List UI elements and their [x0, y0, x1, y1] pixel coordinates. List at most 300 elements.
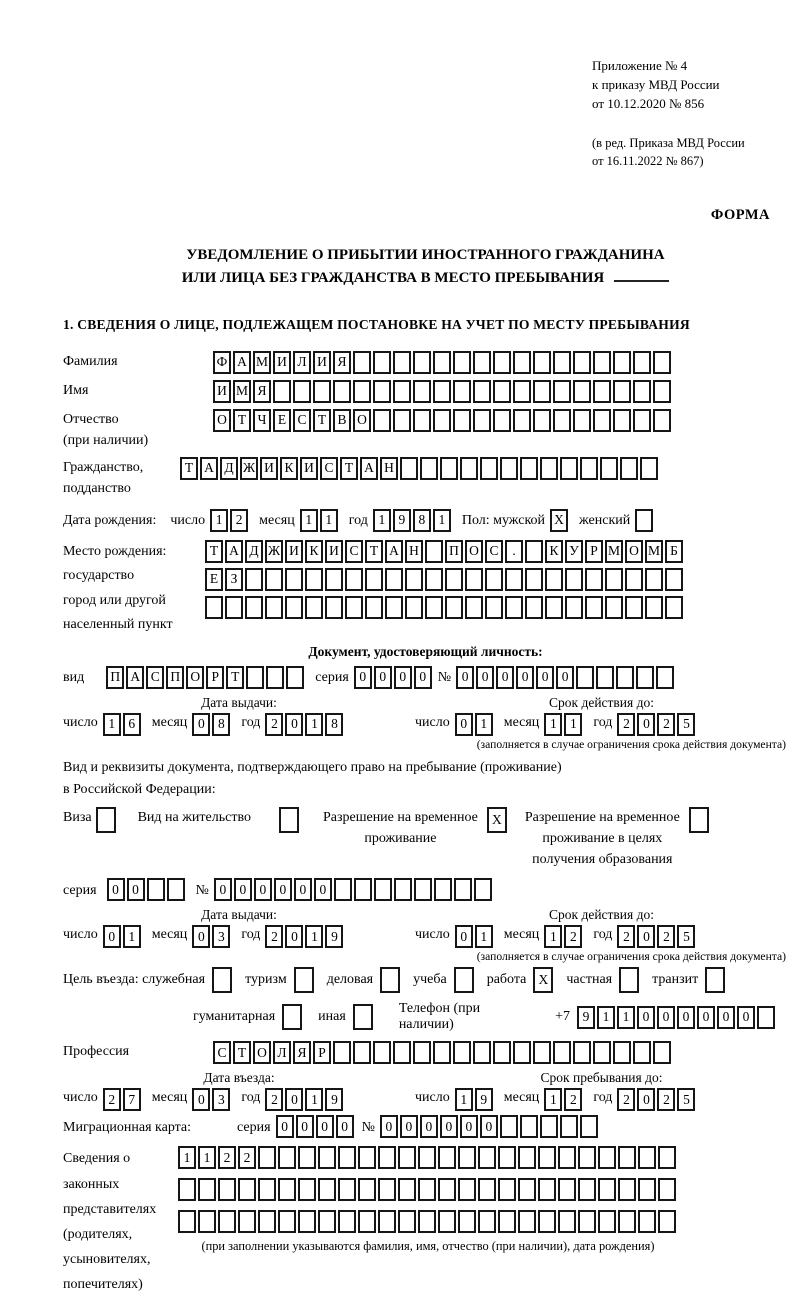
char-cell[interactable]: [265, 568, 283, 591]
char-cell[interactable]: [405, 596, 423, 619]
char-cell[interactable]: 2: [617, 925, 635, 948]
char-cell[interactable]: 0: [697, 1006, 715, 1029]
char-cell[interactable]: [525, 596, 543, 619]
char-cell[interactable]: 0: [285, 1088, 303, 1111]
char-cell[interactable]: 1: [475, 925, 493, 948]
char-cell[interactable]: 1: [305, 925, 323, 948]
char-cell[interactable]: 1: [305, 1088, 323, 1111]
char-cell[interactable]: [545, 568, 563, 591]
char-cell[interactable]: [613, 380, 631, 403]
char-cell[interactable]: К: [280, 457, 298, 480]
char-cell[interactable]: 0: [637, 925, 655, 948]
char-cell[interactable]: [400, 457, 418, 480]
char-cell[interactable]: 2: [657, 1088, 675, 1111]
char-cell[interactable]: И: [313, 351, 331, 374]
char-cell[interactable]: [246, 666, 264, 689]
char-cell[interactable]: [636, 666, 654, 689]
char-cell[interactable]: [453, 380, 471, 403]
char-cell[interactable]: [616, 666, 634, 689]
char-cell[interactable]: [458, 1178, 476, 1201]
char-cell[interactable]: 2: [103, 1088, 121, 1111]
char-cell[interactable]: [538, 1210, 556, 1233]
char-cell[interactable]: [353, 351, 371, 374]
char-cell[interactable]: 1: [373, 509, 391, 532]
char-cell[interactable]: К: [305, 540, 323, 563]
char-cell[interactable]: О: [465, 540, 483, 563]
char-cell[interactable]: М: [645, 540, 663, 563]
char-cell[interactable]: 8: [212, 713, 230, 736]
char-cell[interactable]: А: [385, 540, 403, 563]
char-cell[interactable]: 0: [192, 713, 210, 736]
char-cell[interactable]: [498, 1178, 516, 1201]
char-cell[interactable]: 2: [265, 925, 283, 948]
char-cell[interactable]: [393, 351, 411, 374]
char-cell[interactable]: 6: [123, 713, 141, 736]
char-cell[interactable]: М: [253, 351, 271, 374]
char-cell[interactable]: И: [273, 351, 291, 374]
char-cell[interactable]: X: [487, 807, 507, 833]
char-cell[interactable]: [538, 1178, 556, 1201]
char-cell[interactable]: [358, 1178, 376, 1201]
char-cell[interactable]: [413, 409, 431, 432]
char-cell[interactable]: [205, 596, 223, 619]
char-cell[interactable]: 1: [597, 1006, 615, 1029]
char-cell[interactable]: [167, 878, 185, 901]
char-cell[interactable]: [578, 1178, 596, 1201]
char-cell[interactable]: [318, 1178, 336, 1201]
char-cell[interactable]: Т: [205, 540, 223, 563]
char-cell[interactable]: [418, 1178, 436, 1201]
char-cell[interactable]: [433, 409, 451, 432]
char-cell[interactable]: О: [625, 540, 643, 563]
char-cell[interactable]: [378, 1178, 396, 1201]
char-cell[interactable]: [605, 568, 623, 591]
char-cell[interactable]: [313, 380, 331, 403]
char-cell[interactable]: [573, 409, 591, 432]
char-cell[interactable]: 1: [544, 1088, 562, 1111]
char-cell[interactable]: [358, 1210, 376, 1233]
char-cell[interactable]: [438, 1210, 456, 1233]
char-cell[interactable]: [212, 967, 232, 993]
char-cell[interactable]: 1: [564, 713, 582, 736]
char-cell[interactable]: [178, 1210, 196, 1233]
char-cell[interactable]: 0: [294, 878, 312, 901]
char-cell[interactable]: [453, 409, 471, 432]
char-cell[interactable]: Т: [233, 409, 251, 432]
char-cell[interactable]: [373, 351, 391, 374]
char-cell[interactable]: 0: [516, 666, 534, 689]
char-cell[interactable]: [620, 457, 638, 480]
char-cell[interactable]: [518, 1146, 536, 1169]
char-cell[interactable]: [345, 568, 363, 591]
char-cell[interactable]: И: [260, 457, 278, 480]
char-cell[interactable]: [618, 1178, 636, 1201]
char-cell[interactable]: [393, 1041, 411, 1064]
char-cell[interactable]: [633, 380, 651, 403]
char-cell[interactable]: [473, 380, 491, 403]
char-cell[interactable]: [433, 351, 451, 374]
char-cell[interactable]: 5: [677, 1088, 695, 1111]
char-cell[interactable]: [454, 878, 472, 901]
char-cell[interactable]: [298, 1210, 316, 1233]
char-cell[interactable]: 2: [265, 713, 283, 736]
char-cell[interactable]: [605, 596, 623, 619]
char-cell[interactable]: Н: [405, 540, 423, 563]
char-cell[interactable]: [578, 1146, 596, 1169]
char-cell[interactable]: [266, 666, 284, 689]
char-cell[interactable]: А: [360, 457, 378, 480]
char-cell[interactable]: [653, 1041, 671, 1064]
char-cell[interactable]: [513, 1041, 531, 1064]
char-cell[interactable]: 0: [354, 666, 372, 689]
char-cell[interactable]: [665, 596, 683, 619]
char-cell[interactable]: [640, 457, 658, 480]
char-cell[interactable]: [633, 409, 651, 432]
char-cell[interactable]: [480, 457, 498, 480]
char-cell[interactable]: 0: [400, 1115, 418, 1138]
char-cell[interactable]: [318, 1210, 336, 1233]
char-cell[interactable]: 2: [657, 713, 675, 736]
char-cell[interactable]: Л: [273, 1041, 291, 1064]
char-cell[interactable]: [513, 409, 531, 432]
char-cell[interactable]: [653, 380, 671, 403]
char-cell[interactable]: [525, 540, 543, 563]
char-cell[interactable]: [318, 1146, 336, 1169]
char-cell[interactable]: 7: [123, 1088, 141, 1111]
char-cell[interactable]: [578, 1210, 596, 1233]
char-cell[interactable]: [593, 409, 611, 432]
char-cell[interactable]: [573, 380, 591, 403]
char-cell[interactable]: 1: [305, 713, 323, 736]
char-cell[interactable]: [353, 1041, 371, 1064]
char-cell[interactable]: 0: [107, 878, 125, 901]
char-cell[interactable]: [593, 1041, 611, 1064]
char-cell[interactable]: П: [106, 666, 124, 689]
char-cell[interactable]: [278, 1146, 296, 1169]
char-cell[interactable]: 0: [296, 1115, 314, 1138]
char-cell[interactable]: [445, 596, 463, 619]
char-cell[interactable]: А: [200, 457, 218, 480]
char-cell[interactable]: [573, 1041, 591, 1064]
char-cell[interactable]: [425, 596, 443, 619]
char-cell[interactable]: [473, 1041, 491, 1064]
char-cell[interactable]: [520, 457, 538, 480]
char-cell[interactable]: 0: [455, 713, 473, 736]
char-cell[interactable]: [653, 409, 671, 432]
char-cell[interactable]: [658, 1146, 676, 1169]
char-cell[interactable]: [618, 1146, 636, 1169]
char-cell[interactable]: [689, 807, 709, 833]
char-cell[interactable]: [438, 1178, 456, 1201]
char-cell[interactable]: 0: [455, 925, 473, 948]
char-cell[interactable]: 0: [394, 666, 412, 689]
char-cell[interactable]: [533, 409, 551, 432]
char-cell[interactable]: 1: [455, 1088, 473, 1111]
char-cell[interactable]: Т: [365, 540, 383, 563]
char-cell[interactable]: [305, 568, 323, 591]
char-cell[interactable]: 0: [717, 1006, 735, 1029]
char-cell[interactable]: [378, 1146, 396, 1169]
char-cell[interactable]: С: [146, 666, 164, 689]
char-cell[interactable]: [393, 380, 411, 403]
char-cell[interactable]: [580, 457, 598, 480]
char-cell[interactable]: [345, 596, 363, 619]
char-cell[interactable]: [238, 1178, 256, 1201]
char-cell[interactable]: [553, 351, 571, 374]
char-cell[interactable]: [613, 351, 631, 374]
char-cell[interactable]: Р: [206, 666, 224, 689]
char-cell[interactable]: 1: [123, 925, 141, 948]
char-cell[interactable]: [576, 666, 594, 689]
char-cell[interactable]: [513, 351, 531, 374]
char-cell[interactable]: 0: [285, 925, 303, 948]
char-cell[interactable]: З: [225, 568, 243, 591]
char-cell[interactable]: 2: [564, 1088, 582, 1111]
char-cell[interactable]: [433, 1041, 451, 1064]
char-cell[interactable]: 9: [325, 925, 343, 948]
char-cell[interactable]: [96, 807, 116, 833]
char-cell[interactable]: Ф: [213, 351, 231, 374]
char-cell[interactable]: О: [213, 409, 231, 432]
char-cell[interactable]: [513, 380, 531, 403]
char-cell[interactable]: [458, 1146, 476, 1169]
char-cell[interactable]: [665, 568, 683, 591]
char-cell[interactable]: [478, 1210, 496, 1233]
char-cell[interactable]: [353, 380, 371, 403]
char-cell[interactable]: [625, 596, 643, 619]
char-cell[interactable]: [613, 409, 631, 432]
char-cell[interactable]: [365, 568, 383, 591]
char-cell[interactable]: 0: [737, 1006, 755, 1029]
char-cell[interactable]: У: [565, 540, 583, 563]
char-cell[interactable]: [485, 596, 503, 619]
char-cell[interactable]: 1: [475, 713, 493, 736]
char-cell[interactable]: [553, 409, 571, 432]
char-cell[interactable]: 3: [212, 1088, 230, 1111]
char-cell[interactable]: 0: [460, 1115, 478, 1138]
char-cell[interactable]: Я: [253, 380, 271, 403]
char-cell[interactable]: [380, 967, 400, 993]
char-cell[interactable]: [458, 1210, 476, 1233]
char-cell[interactable]: [596, 666, 614, 689]
char-cell[interactable]: 1: [544, 713, 562, 736]
char-cell[interactable]: [358, 1146, 376, 1169]
char-cell[interactable]: Т: [180, 457, 198, 480]
char-cell[interactable]: [518, 1210, 536, 1233]
char-cell[interactable]: [558, 1146, 576, 1169]
char-cell[interactable]: 2: [617, 1088, 635, 1111]
char-cell[interactable]: [258, 1146, 276, 1169]
char-cell[interactable]: [278, 1178, 296, 1201]
char-cell[interactable]: [545, 596, 563, 619]
char-cell[interactable]: Д: [220, 457, 238, 480]
char-cell[interactable]: [633, 351, 651, 374]
char-cell[interactable]: 0: [254, 878, 272, 901]
char-cell[interactable]: X: [533, 967, 553, 993]
char-cell[interactable]: [413, 380, 431, 403]
char-cell[interactable]: [558, 1178, 576, 1201]
char-cell[interactable]: [333, 1041, 351, 1064]
char-cell[interactable]: [454, 967, 474, 993]
char-cell[interactable]: [218, 1210, 236, 1233]
char-cell[interactable]: В: [333, 409, 351, 432]
char-cell[interactable]: [278, 1210, 296, 1233]
char-cell[interactable]: [286, 666, 304, 689]
char-cell[interactable]: [705, 967, 725, 993]
char-cell[interactable]: 0: [657, 1006, 675, 1029]
char-cell[interactable]: Р: [313, 1041, 331, 1064]
char-cell[interactable]: [540, 457, 558, 480]
char-cell[interactable]: 0: [380, 1115, 398, 1138]
char-cell[interactable]: X: [550, 509, 568, 532]
char-cell[interactable]: 1: [300, 509, 318, 532]
char-cell[interactable]: [198, 1210, 216, 1233]
char-cell[interactable]: 1: [198, 1146, 216, 1169]
char-cell[interactable]: 0: [414, 666, 432, 689]
char-cell[interactable]: [413, 351, 431, 374]
char-cell[interactable]: [493, 351, 511, 374]
char-cell[interactable]: [618, 1210, 636, 1233]
char-cell[interactable]: [453, 1041, 471, 1064]
char-cell[interactable]: 0: [274, 878, 292, 901]
char-cell[interactable]: 2: [265, 1088, 283, 1111]
char-cell[interactable]: [385, 568, 403, 591]
char-cell[interactable]: [645, 596, 663, 619]
char-cell[interactable]: [238, 1210, 256, 1233]
char-cell[interactable]: [505, 596, 523, 619]
char-cell[interactable]: [656, 666, 674, 689]
char-cell[interactable]: Е: [205, 568, 223, 591]
char-cell[interactable]: [398, 1210, 416, 1233]
char-cell[interactable]: [613, 1041, 631, 1064]
char-cell[interactable]: [474, 878, 492, 901]
char-cell[interactable]: [478, 1146, 496, 1169]
char-cell[interactable]: [294, 967, 314, 993]
char-cell[interactable]: [565, 596, 583, 619]
char-cell[interactable]: [245, 596, 263, 619]
char-cell[interactable]: [565, 568, 583, 591]
char-cell[interactable]: [325, 596, 343, 619]
char-cell[interactable]: [505, 568, 523, 591]
char-cell[interactable]: [265, 596, 283, 619]
char-cell[interactable]: 0: [103, 925, 121, 948]
char-cell[interactable]: И: [213, 380, 231, 403]
char-cell[interactable]: [425, 540, 443, 563]
char-cell[interactable]: [420, 457, 438, 480]
char-cell[interactable]: [645, 568, 663, 591]
char-cell[interactable]: [525, 568, 543, 591]
char-cell[interactable]: О: [186, 666, 204, 689]
char-cell[interactable]: [638, 1178, 656, 1201]
char-cell[interactable]: Я: [333, 351, 351, 374]
char-cell[interactable]: 5: [677, 713, 695, 736]
char-cell[interactable]: Е: [273, 409, 291, 432]
char-cell[interactable]: 0: [456, 666, 474, 689]
char-cell[interactable]: Ж: [240, 457, 258, 480]
char-cell[interactable]: 0: [314, 878, 332, 901]
char-cell[interactable]: [438, 1146, 456, 1169]
char-cell[interactable]: [560, 1115, 578, 1138]
char-cell[interactable]: [498, 1210, 516, 1233]
char-cell[interactable]: А: [233, 351, 251, 374]
char-cell[interactable]: С: [345, 540, 363, 563]
char-cell[interactable]: [373, 409, 391, 432]
char-cell[interactable]: [638, 1210, 656, 1233]
char-cell[interactable]: [398, 1146, 416, 1169]
char-cell[interactable]: О: [253, 1041, 271, 1064]
char-cell[interactable]: [493, 1041, 511, 1064]
char-cell[interactable]: 0: [556, 666, 574, 689]
char-cell[interactable]: [258, 1210, 276, 1233]
char-cell[interactable]: [633, 1041, 651, 1064]
char-cell[interactable]: [465, 596, 483, 619]
char-cell[interactable]: [293, 380, 311, 403]
char-cell[interactable]: А: [126, 666, 144, 689]
char-cell[interactable]: .: [505, 540, 523, 563]
char-cell[interactable]: [600, 457, 618, 480]
char-cell[interactable]: К: [545, 540, 563, 563]
char-cell[interactable]: [282, 1004, 302, 1030]
char-cell[interactable]: 0: [637, 1006, 655, 1029]
char-cell[interactable]: 0: [637, 1088, 655, 1111]
char-cell[interactable]: И: [300, 457, 318, 480]
char-cell[interactable]: [473, 409, 491, 432]
char-cell[interactable]: 2: [564, 925, 582, 948]
char-cell[interactable]: [298, 1146, 316, 1169]
char-cell[interactable]: [757, 1006, 775, 1029]
char-cell[interactable]: И: [325, 540, 343, 563]
char-cell[interactable]: Н: [380, 457, 398, 480]
char-cell[interactable]: 0: [374, 666, 392, 689]
char-cell[interactable]: 9: [325, 1088, 343, 1111]
char-cell[interactable]: С: [320, 457, 338, 480]
char-cell[interactable]: 8: [325, 713, 343, 736]
char-cell[interactable]: [533, 380, 551, 403]
char-cell[interactable]: [540, 1115, 558, 1138]
char-cell[interactable]: 2: [218, 1146, 236, 1169]
char-cell[interactable]: [333, 380, 351, 403]
char-cell[interactable]: 1: [103, 713, 121, 736]
char-cell[interactable]: [374, 878, 392, 901]
char-cell[interactable]: 0: [476, 666, 494, 689]
char-cell[interactable]: 5: [677, 925, 695, 948]
char-cell[interactable]: М: [233, 380, 251, 403]
char-cell[interactable]: [560, 457, 578, 480]
char-cell[interactable]: Д: [245, 540, 263, 563]
char-cell[interactable]: [520, 1115, 538, 1138]
char-cell[interactable]: [334, 878, 352, 901]
char-cell[interactable]: С: [293, 409, 311, 432]
char-cell[interactable]: [653, 351, 671, 374]
char-cell[interactable]: [593, 351, 611, 374]
char-cell[interactable]: 9: [475, 1088, 493, 1111]
char-cell[interactable]: [493, 409, 511, 432]
char-cell[interactable]: [580, 1115, 598, 1138]
char-cell[interactable]: [658, 1210, 676, 1233]
char-cell[interactable]: Т: [340, 457, 358, 480]
char-cell[interactable]: А: [225, 540, 243, 563]
char-cell[interactable]: [473, 351, 491, 374]
char-cell[interactable]: 0: [276, 1115, 294, 1138]
char-cell[interactable]: Ж: [265, 540, 283, 563]
char-cell[interactable]: 1: [617, 1006, 635, 1029]
char-cell[interactable]: 8: [413, 509, 431, 532]
char-cell[interactable]: П: [445, 540, 463, 563]
char-cell[interactable]: 9: [393, 509, 411, 532]
char-cell[interactable]: Р: [585, 540, 603, 563]
char-cell[interactable]: [553, 1041, 571, 1064]
char-cell[interactable]: [285, 596, 303, 619]
